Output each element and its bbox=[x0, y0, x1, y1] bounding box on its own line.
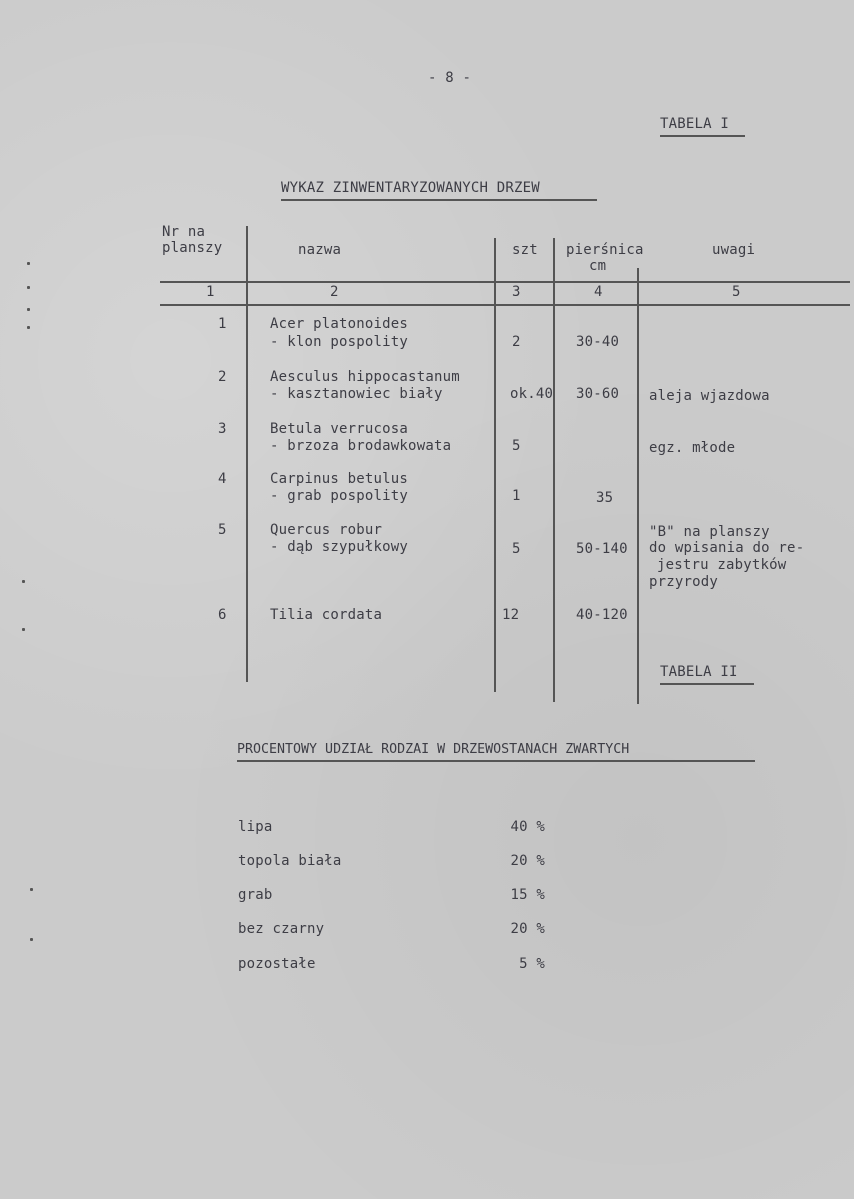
row5-uwagi-line4: przyrody bbox=[649, 574, 719, 590]
row1-polish: - klon pospolity bbox=[270, 334, 409, 350]
page-number: - 8 - bbox=[428, 70, 472, 86]
row5-uwagi-line3: jestru zabytków bbox=[657, 557, 787, 573]
row3-nr: 3 bbox=[218, 421, 227, 437]
table2-row5-name: pozostałe bbox=[238, 956, 316, 972]
row6-szt: 12 bbox=[502, 607, 520, 623]
table2-row4-name: bez czarny bbox=[238, 921, 325, 937]
column-number-4: 4 bbox=[594, 284, 603, 300]
row5-polish: - dąb szypułkowy bbox=[270, 539, 409, 555]
table1-title: WYKAZ ZINWENTARYZOWANYCH DRZEW bbox=[281, 180, 597, 201]
row2-uwagi: aleja wjazdowa bbox=[649, 388, 770, 404]
row4-piersnica: 35 bbox=[596, 490, 614, 506]
row3-polish: - brzoza brodawkowata bbox=[270, 438, 452, 454]
row6-nr: 6 bbox=[218, 607, 227, 623]
row4-polish: - grab pospolity bbox=[270, 488, 409, 504]
scan-speck bbox=[27, 262, 30, 265]
table1-label: TABELA I bbox=[660, 116, 745, 137]
row2-piersnica: 30-60 bbox=[576, 386, 620, 402]
table2-row1-percent: 40 % bbox=[510, 819, 545, 835]
row3-uwagi: egz. młode bbox=[649, 440, 736, 456]
scan-speck bbox=[22, 580, 25, 583]
table2-label: TABELA II bbox=[660, 664, 754, 685]
row5-nr: 5 bbox=[218, 522, 227, 538]
row1-nr: 1 bbox=[218, 316, 227, 332]
table2-row5-percent: 5 % bbox=[519, 956, 545, 972]
header-rule-bottom bbox=[160, 304, 850, 306]
header-rule-top bbox=[160, 281, 850, 283]
row6-latin: Tilia cordata bbox=[270, 607, 383, 623]
header-piersnica-line1: pierśnica bbox=[566, 242, 644, 258]
scan-speck bbox=[22, 628, 25, 631]
column-number-1: 1 bbox=[206, 284, 215, 300]
row4-latin: Carpinus betulus bbox=[270, 471, 409, 487]
row4-szt: 1 bbox=[512, 488, 521, 504]
table2-row1-name: lipa bbox=[238, 819, 273, 835]
row5-szt: 5 bbox=[512, 541, 521, 557]
row3-latin: Betula verrucosa bbox=[270, 421, 409, 437]
row1-szt: 2 bbox=[512, 334, 521, 350]
scan-speck bbox=[27, 286, 30, 289]
row5-latin: Quercus robur bbox=[270, 522, 383, 538]
header-uwagi: uwagi bbox=[712, 242, 756, 258]
table2-title: PROCENTOWY UDZIAŁ RODZAI W DRZEWOSTANACH ZWARTYCH bbox=[237, 741, 755, 762]
header-nr-line2: planszy bbox=[162, 240, 223, 256]
column-rule-4 bbox=[637, 268, 639, 704]
row1-latin: Acer platonoides bbox=[270, 316, 409, 332]
row2-polish: - kasztanowiec biały bbox=[270, 386, 443, 402]
row2-latin: Aesculus hippocastanum bbox=[270, 369, 460, 385]
row5-piersnica: 50-140 bbox=[576, 541, 628, 557]
table2-row3-name: grab bbox=[238, 887, 273, 903]
row5-uwagi-line2: do wpisania do re- bbox=[649, 540, 805, 556]
table2-row2-percent: 20 % bbox=[510, 853, 545, 869]
header-szt: szt bbox=[512, 242, 538, 258]
header-nr-line1: Nr na bbox=[162, 224, 206, 240]
row4-nr: 4 bbox=[218, 471, 227, 487]
scan-speck bbox=[30, 888, 33, 891]
scan-speck bbox=[27, 326, 30, 329]
table2-row3-percent: 15 % bbox=[510, 887, 545, 903]
column-number-3: 3 bbox=[512, 284, 521, 300]
column-rule-2 bbox=[494, 238, 496, 692]
row2-szt: ok.40 bbox=[510, 386, 554, 402]
row2-nr: 2 bbox=[218, 369, 227, 385]
table2-row2-name: topola biała bbox=[238, 853, 342, 869]
column-rule-3 bbox=[553, 238, 555, 702]
header-nazwa: nazwa bbox=[298, 242, 342, 258]
row3-szt: 5 bbox=[512, 438, 521, 454]
column-number-5: 5 bbox=[732, 284, 741, 300]
column-number-2: 2 bbox=[330, 284, 339, 300]
scan-speck bbox=[27, 308, 30, 311]
table2-row4-percent: 20 % bbox=[510, 921, 545, 937]
column-rule-1 bbox=[246, 226, 248, 682]
row1-piersnica: 30-40 bbox=[576, 334, 620, 350]
row6-piersnica: 40-120 bbox=[576, 607, 628, 623]
header-piersnica-line2: cm bbox=[589, 258, 607, 274]
scan-speck bbox=[30, 938, 33, 941]
row5-uwagi-line1: "B" na planszy bbox=[649, 524, 770, 540]
